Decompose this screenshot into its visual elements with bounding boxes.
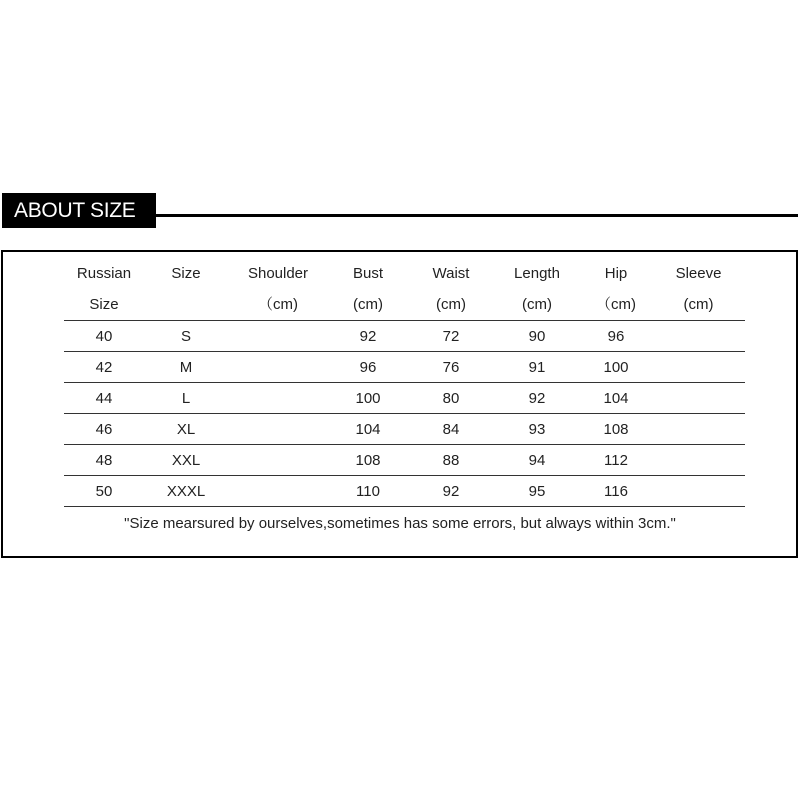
measurement-note: "Size mearsured by ourselves,sometimes has some errors, but always within 3cm." bbox=[124, 515, 676, 532]
table-cell-length: 95 bbox=[494, 476, 580, 507]
table-cell-bust: 104 bbox=[328, 414, 408, 445]
column-header-line1: Waist bbox=[432, 265, 470, 282]
table-cell-russian-size: 50 bbox=[64, 476, 144, 507]
table-row bbox=[64, 383, 745, 414]
table-cell-sleeve bbox=[652, 321, 745, 352]
table-cell-length: 92 bbox=[494, 383, 580, 414]
table-cell-sleeve bbox=[652, 383, 745, 414]
column-header-russian-size bbox=[64, 258, 144, 321]
column-header-line2: （cm) bbox=[258, 296, 298, 313]
table-cell-hip: 104 bbox=[580, 383, 652, 414]
table-cell-sleeve bbox=[652, 476, 745, 507]
table-cell-hip: 112 bbox=[580, 445, 652, 476]
table-cell-russian-size: 40 bbox=[64, 321, 144, 352]
table-cell-hip: 116 bbox=[580, 476, 652, 507]
column-header-line1: Bust bbox=[352, 265, 383, 282]
table-cell-length: 90 bbox=[494, 321, 580, 352]
column-header-bust bbox=[328, 258, 408, 321]
table-row bbox=[64, 352, 745, 383]
table-cell-bust: 96 bbox=[328, 352, 408, 383]
table-cell-bust: 92 bbox=[328, 321, 408, 352]
column-header-line2: (cm) bbox=[353, 296, 383, 313]
header-row bbox=[64, 258, 745, 321]
table-cell-waist: 72 bbox=[408, 321, 494, 352]
column-header-line2: （cm) bbox=[596, 296, 636, 313]
table-cell-waist: 84 bbox=[408, 414, 494, 445]
column-header-line1: Length bbox=[514, 265, 560, 282]
table-cell-hip: 100 bbox=[580, 352, 652, 383]
table-cell-length: 94 bbox=[494, 445, 580, 476]
table-cell-length: 93 bbox=[494, 414, 580, 445]
table-cell-shoulder bbox=[228, 383, 328, 414]
table-cell-sleeve bbox=[652, 445, 745, 476]
table-cell-bust: 108 bbox=[328, 445, 408, 476]
column-header-sleeve bbox=[652, 258, 745, 321]
table-cell-russian-size: 44 bbox=[64, 383, 144, 414]
column-header-line1: Russian bbox=[76, 265, 132, 282]
column-header-hip bbox=[580, 258, 652, 321]
title-divider bbox=[156, 214, 798, 217]
column-header-shoulder bbox=[228, 258, 328, 321]
column-header-line2: (cm) bbox=[522, 296, 552, 313]
table-cell-size: XXL bbox=[144, 445, 228, 476]
table-cell-size: XL bbox=[144, 414, 228, 445]
column-header-line2: (cm) bbox=[436, 296, 466, 313]
column-header-line1: Shoulder bbox=[247, 265, 309, 282]
table-cell-size: XXXL bbox=[144, 476, 228, 507]
table-cell-shoulder bbox=[228, 352, 328, 383]
table-row bbox=[64, 321, 745, 352]
table-cell-shoulder bbox=[228, 414, 328, 445]
table-cell-russian-size: 48 bbox=[64, 445, 144, 476]
table-cell-russian-size: 46 bbox=[64, 414, 144, 445]
table-cell-shoulder bbox=[228, 445, 328, 476]
column-header-length bbox=[494, 258, 580, 321]
table-cell-sleeve bbox=[652, 352, 745, 383]
table-cell-sleeve bbox=[652, 414, 745, 445]
table-row bbox=[64, 414, 745, 445]
table-cell-waist: 88 bbox=[408, 445, 494, 476]
table-cell-size: L bbox=[144, 383, 228, 414]
table-cell-waist: 76 bbox=[408, 352, 494, 383]
column-header-line2: (cm) bbox=[683, 296, 714, 313]
table-cell-russian-size: 42 bbox=[64, 352, 144, 383]
table-cell-hip: 108 bbox=[580, 414, 652, 445]
table-cell-hip: 96 bbox=[580, 321, 652, 352]
table-cell-bust: 100 bbox=[328, 383, 408, 414]
table-row bbox=[64, 445, 745, 476]
table-cell-length: 91 bbox=[494, 352, 580, 383]
column-header-line1: Size bbox=[171, 265, 201, 282]
table-cell-size: M bbox=[144, 352, 228, 383]
table-cell-bust: 110 bbox=[328, 476, 408, 507]
table-cell-size: S bbox=[144, 321, 228, 352]
section-title: ABOUT SIZE bbox=[2, 193, 156, 228]
table-cell-waist: 80 bbox=[408, 383, 494, 414]
table-row bbox=[64, 476, 745, 507]
column-header-waist bbox=[408, 258, 494, 321]
size-chart-table bbox=[64, 258, 745, 507]
table-cell-waist: 92 bbox=[408, 476, 494, 507]
column-header-size bbox=[144, 258, 228, 321]
column-header-line1: Sleeve bbox=[675, 265, 722, 282]
table-cell-shoulder bbox=[228, 476, 328, 507]
column-header-line2: Size bbox=[89, 296, 119, 313]
column-header-line1: Hip bbox=[604, 265, 628, 282]
table-cell-shoulder bbox=[228, 321, 328, 352]
